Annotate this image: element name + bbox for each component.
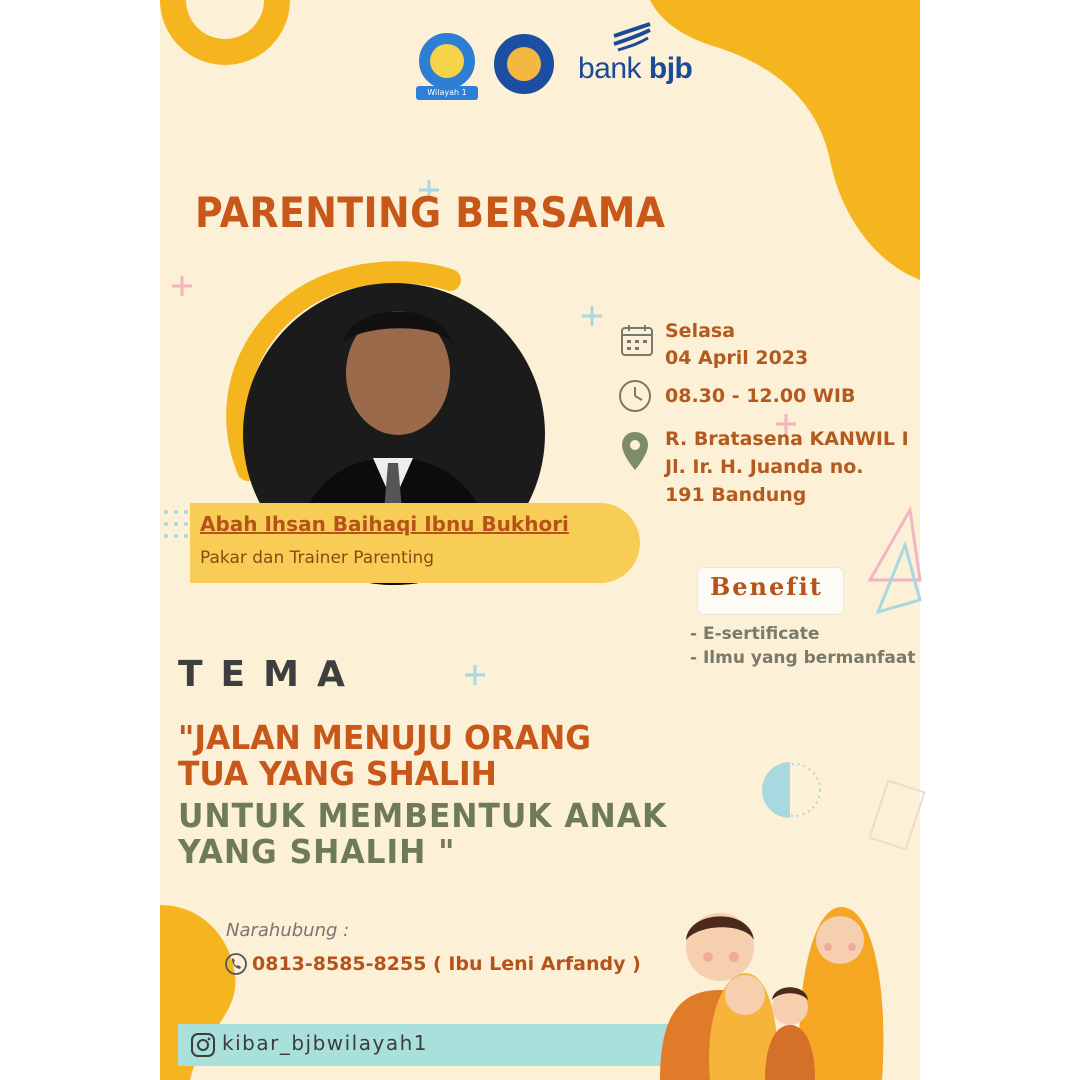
top-right-blob <box>650 0 920 280</box>
benefit-title: Benefit <box>710 572 823 601</box>
speaker-name: Abah Ihsan Baihaqi Ibnu Bukhori <box>200 512 569 536</box>
location-pin-icon <box>620 430 650 472</box>
page-title: PARENTING BERSAMA <box>195 188 666 237</box>
contact-label: Narahubung : <box>226 920 350 941</box>
instagram-handle[interactable]: kibar_bjbwilayah1 <box>222 1031 428 1055</box>
theme-label: TEMA <box>178 654 363 695</box>
speaker-role: Pakar dan Trainer Parenting <box>200 548 434 568</box>
event-location-line1: R. Bratasena KANWIL I <box>665 428 909 450</box>
bjb-logo-mark <box>612 22 652 52</box>
theme-line-1: "JALAN MENUJU ORANG <box>178 718 592 757</box>
instagram-icon <box>190 1032 216 1058</box>
contact-phone: 0813-8585-8255 ( Ibu Leni Arfandy ) <box>252 953 641 975</box>
top-left-ring <box>173 0 277 52</box>
phone-icon <box>224 952 248 976</box>
family-illustration <box>650 895 890 1080</box>
event-date: 04 April 2023 <box>665 347 809 369</box>
theme-line-4: YANG SHALIH " <box>178 832 456 871</box>
logo-ribbon: Wilayah 1 <box>416 86 478 100</box>
benefit-item: - E-sertificate <box>690 624 820 644</box>
theme-line-3: UNTUK MEMBENTUK ANAK <box>178 796 668 835</box>
clock-icon <box>618 379 652 413</box>
event-day: Selasa <box>665 320 736 342</box>
theme-line-2: TUA YANG SHALIH <box>178 754 497 793</box>
kibar-logo-wilayah <box>419 33 475 89</box>
dot-grid <box>164 510 188 538</box>
benefit-item: - Ilmu yang bermanfaat <box>690 648 916 668</box>
bank-bjb-logo: bank bjb <box>578 52 693 85</box>
kibar-logo-bjb <box>494 34 554 94</box>
calendar-icon <box>620 323 654 357</box>
event-time: 08.30 - 12.00 WIB <box>665 385 856 407</box>
event-location-line2: Jl. Ir. H. Juanda no. <box>665 456 864 478</box>
event-location-line3: 191 Bandung <box>665 484 807 506</box>
